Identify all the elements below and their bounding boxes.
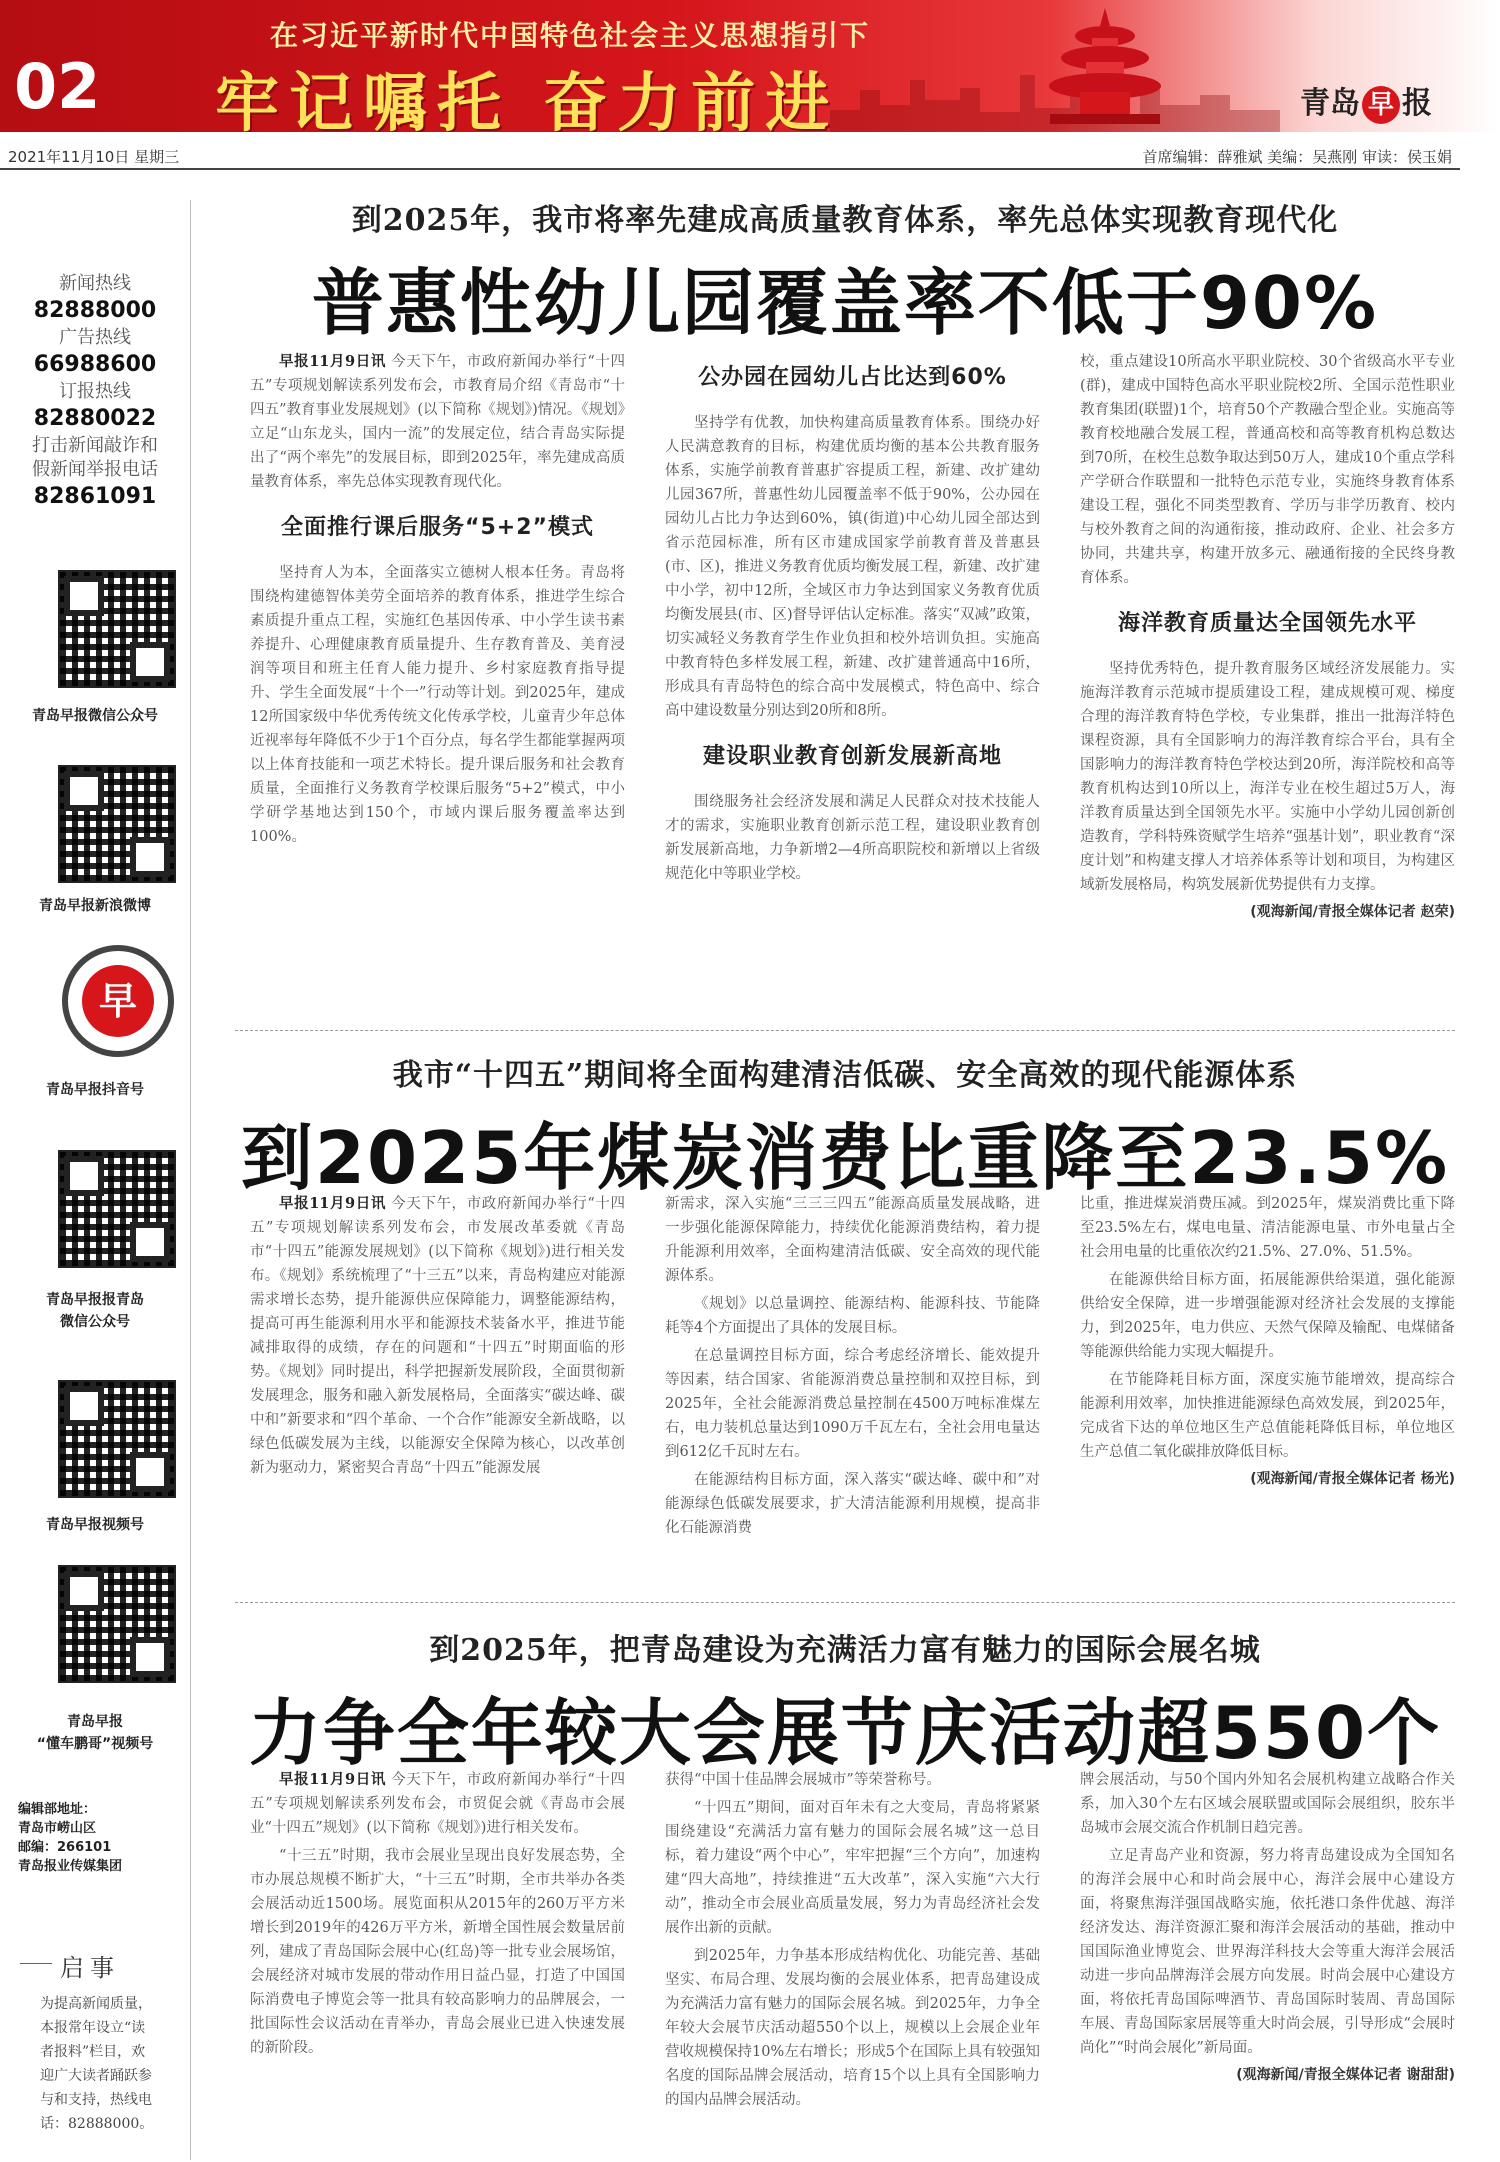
car-video-qr-code[interactable]	[58, 1565, 176, 1683]
section-divider	[235, 1030, 1455, 1031]
paragraph: 坚持学有优教，加快构建高质量教育体系。围绕办好人民满意教育的目标，构建优质均衡的基本公共教育服务体系，实施学前教育普惠扩容提质工程，新建、改扩建幼儿园367所，普惠性幼儿园覆盖率不低于90%，公办园在园幼儿占比力争达到60%，镇(街道)中心幼儿园全部达到省示范园标准，所有区市建成国家学前教育普及普惠县(市、区)，推进义务教育优质均衡发展工程，新建、改扩建中小学，初中12所，全域区市力争达到国家义务教育优质均衡发展县(市、区)督导评估认定标准。落实“双减”政策，切实减轻义务教育学生作业负担和校外培训负担。实施高中教育特色多样发展工程，新建、改扩建普通高中16所，形成具有青岛特色的综合高中发展模式，特色高中、综合高中建设数量分别达到20所和8所。	[665, 415, 1040, 719]
paragraph-text: 今天下午，市政府新闻办举行“十四五”专项规划解读系列发布会，市教育局介绍《青岛市“十四五”教育事业发展规划》(以下简称《规划》)情况。《规划》立足“山东龙头，国内一流”的发展定位，结合青岛实际提出了“两个率先”的发展目标，即到2025年，率先建成高质量教育体系，率先总体实现教育现代化。	[250, 354, 625, 490]
hotline-label: 订报热线	[59, 381, 131, 402]
byline: (观海新闻/青报全媒体记者 杨光)	[1250, 1471, 1455, 1487]
report-hotline-label-1: 打击新闻敲诈和	[32, 435, 158, 456]
article-energy	[235, 1050, 1455, 1204]
paragraph-text: 今天下午，市政府新闻办举行“十四五”专项规划解读系列发布会，市贸促会就《青岛市会展业“十四五”规划》(以下简称《规划》)进行相关发布。	[250, 1772, 625, 1836]
qr-caption-weibo: 青岛早报新浪微博	[39, 898, 151, 914]
hotline-number: 82880022	[33, 406, 157, 431]
wechat-qr-code[interactable]	[58, 570, 176, 688]
address-line: 邮编：266101	[18, 1840, 112, 1855]
hotline-item	[0, 272, 190, 326]
qr-caption-car: “懂车鹏哥”视频号	[36, 1736, 154, 1752]
article-column	[250, 1192, 625, 1572]
article-column	[250, 350, 625, 1000]
article-column	[1080, 1768, 1455, 2153]
paragraph: “十三五”时期，我市会展业呈现出良好发展态势，全市办展总规模不断扩大，“十三五”时期，全市共举办各类会展活动近1500场。展览面积从2015年的260万平方米增长到2019年的426万平方米，新增全国性展会数量居前列，建成了青岛国际会展中心(红岛)等一批专业会展场馆，会展经济对城市发展的带动作用日益凸显，打造了中国国际消费电子博览会等一批具有较高影响力的品牌展会，一批国际性会议活动在青举办，青岛会展业已进入快速发展的新阶段。	[250, 1848, 625, 2056]
paragraph: 坚持育人为本，全面落实立德树人根本任务。青岛将围绕构建德智体美劳全面培养的教育体系，推进学生综合素质提升重点工程，实施红色基因传承、中小学生读书素养提升、心理健康教育质量提升、生存教育普及、美育浸润等项目和班主任育人能力提升、乡村家庭教育指导提升、学生全面发展“十个一”行动等计划。到2025年，建成12所国家级中华优秀传统文化传承学校，儿童青少年总体近视率每年降低不少于1个百分点，每名学生都能掌握两项以上体育技能和一项艺术特长。提升课后服务和社会教育质量，全面推行义务教育学校课后服务“5+2”模式，中小学研学基地达到150个，市域内课后服务覆盖率达到100%。	[250, 565, 625, 845]
masthead-logo	[1300, 78, 1432, 124]
lead-date: 早报11月9日讯	[279, 1771, 386, 1788]
article-headline: 普惠性幼儿园覆盖率不低于90%	[311, 261, 1379, 345]
address-line: 青岛市崂山区	[18, 1821, 97, 1836]
paragraph: 校，重点建设10所高水平职业院校、30个省级高水平专业(群)，建成中国特色高水平职业院校2所、全国示范性职业教育集团(联盟)1个，培育50个产教融合型企业。实施高等教育校地融合发展工程，普通高校和高等教育机构总数达到70所，在校生总数争取达到50万人，建成10个重点学科产学研合作联盟和一批特色示范专业，实施终身教育体系建设工程，强化不同类型教育、学历与非学历教育、校内与校外教育之间的沟通衔接，推动政府、企业、社会多方协同，共建共享，构建开放多元、融通衔接的全民终身教育体系。	[1080, 354, 1455, 586]
qr-caption-wechat: 青岛早报微信公众号	[32, 708, 158, 724]
qr-caption-video: 青岛早报视频号	[46, 1517, 144, 1533]
article-columns	[250, 350, 1455, 1000]
article-kicker: 到2025年，我市将率先建成高质量教育体系，率先总体实现教育现代化	[351, 203, 1339, 238]
hotline-item	[0, 380, 190, 434]
subheading: 公办园在园幼儿占比达到60%	[698, 365, 1007, 390]
masthead-left: 青岛	[1300, 86, 1360, 121]
tower-icon	[1040, 8, 1170, 132]
article-exhibition	[235, 1625, 1455, 1779]
hotline-list	[0, 272, 190, 512]
hotline-label: 广告热线	[59, 327, 131, 348]
hotline-number: 66988600	[33, 352, 157, 377]
article-column	[665, 1192, 1040, 1572]
weibo-qr-code[interactable]	[58, 765, 176, 883]
page-number: 02	[14, 50, 101, 123]
article-column	[665, 1768, 1040, 2153]
paragraph: 在能源供给目标方面，拓展能源供给渠道，强化能源供给安全保障，进一步增强能源对经济社会发展的支撑能力，到2025年，电力供应、天然气保障及输配、电煤储备等能源供给能力实现大幅提升。	[1080, 1272, 1455, 1360]
paragraph: 在节能降耗目标方面，深度实施节能增效，提高综合能源利用效率，加快推进能源绿色高效发展，到2025年，完成省下达的单位地区生产总值能耗降低目标，单位地区生产总值二氧化碳排放降低目标。	[1080, 1372, 1455, 1460]
banner-topline: 在习近平新时代中国特色社会主义思想指引下	[270, 19, 871, 52]
subheading: 建设职业教育创新发展新高地	[702, 744, 1002, 769]
qr-caption-zaobao: 青岛早报	[67, 1714, 123, 1730]
douyin-badge-icon[interactable]	[62, 945, 174, 1057]
subheading: 海洋教育质量达全国领先水平	[1117, 611, 1417, 636]
paragraph: 比重，推进煤炭消费压减。到2025年，煤炭消费比重下降至23.5%左右，煤电电量、清洁能源电量、市外电量占全社会用电量的比重依次约21.5%、27.0%、51.5%。	[1080, 1196, 1455, 1260]
paragraph	[250, 1192, 625, 1480]
paragraph: 坚持优秀特色，提升教育服务区域经济发展能力。实施海洋教育示范城市提质建设工程，建成规模可观、梯度合理的海洋教育特色学校，专业集群，推出一批海洋特色课程资源，具有全国影响力的海洋教育综合平台，具有全国影响力的海洋教育特色学校达到20所，海洋院校和高等教育机构达到10所以上，海洋专业在校生超过5万人，海洋教育质量达到全国领先水平。实施中小学幼儿园创新创造教育，学科特殊资赋学生培养“强基计划”，职业教育“深度计划”和构建支撑人才培养体系等计划和项目，为构建区域新发展格局，构筑发展新优势提供有力支撑。	[1080, 661, 1455, 893]
byline: (观海新闻/青报全媒体记者 谢甜甜)	[1236, 2067, 1455, 2083]
masthead-right: 报	[1402, 86, 1432, 121]
paragraph	[250, 350, 625, 494]
article-education	[235, 195, 1455, 349]
paragraph-text: 今天下午，市政府新闻办举行“十四五”专项规划解读系列发布会，市发展改革委就《青岛市“十四五”能源发展规划》(以下简称《规划》)进行相关发布。《规划》系统梳理了“十三五”以来，青岛构建应对能源需求增长态势，提升能源供应保障能力，调整能源结构，提高可再生能源利用水平和能源技术装备水平，推进节能减排取得的成绩，存在的问题和“十四五”时期面临的形势。《规划》同时提出，科学把握新发展阶段，全面贯彻新发展理念，服务和融入新发展格局，全面落实“碳达峰、碳中和”新要求和“四个革命、一个合作”能源安全新战略，以绿色低碳发展为主线，以能源安全保障为核心，以改革创新为驱动力，紧密契合青岛“十四五”能源发展	[250, 1196, 625, 1476]
paragraph: 到2025年，力争基本形成结构优化、功能完善、基础坚实、布局合理、发展均衡的会展业体系，把青岛建设成为充满活力富有魅力的国际会展名城。到2025年，力争全年较大会展节庆活动超550个以上，规模以上会展企业年营收规模保持10%左右增长；形成5个在国际上具有较强知名度的国际品牌会展活动，培育15个以上具有全国影响力的国内品牌会展活动。	[665, 1948, 1040, 2108]
paragraph: 围绕服务社会经济发展和满足人民群众对技术技能人才的需求，实施职业教育创新示范工程，建设职业教育创新发展新高地，力争新增2—4所高职院校和新增以上省级规范化中等职业学校。	[665, 794, 1040, 882]
header-rule	[0, 168, 1460, 170]
article-column	[250, 1768, 625, 2153]
paragraph: 获得“中国十佳品牌会展城市”等荣誉称号。	[665, 1772, 941, 1788]
paragraph: 在能源结构目标方面，深入落实“碳达峰、碳中和”对能源绿色低碳发展要求，扩大清洁能源利用规模，提高非化石能源消费	[665, 1472, 1040, 1536]
address-line: 编辑部地址：	[18, 1802, 97, 1817]
section-divider	[235, 1602, 1455, 1603]
hotline-number: 82888000	[33, 298, 157, 323]
masthead-zao-icon: 早	[1362, 86, 1400, 124]
article-column	[665, 350, 1040, 1000]
notice-title: 启事	[60, 1948, 120, 1983]
paragraph: 在总量调控目标方面，综合考虑经济增长、能效提升等因素，结合国家、省能源消费总量控制和双控目标，到2025年，全社会能源消费总量控制在4500万吨标准煤左右，电力装机总量达到1090万千瓦左右，全社会用电量达到612亿千瓦时左右。	[665, 1348, 1040, 1460]
issue-date: 2021年11月10日 星期三	[8, 148, 180, 166]
notice-body: 为提高新闻质量，本报常年设立“读者报料”栏目，欢迎广大读者踊跃参与和支持，热线电话：82888000。	[40, 1996, 154, 2132]
banner-slogan: 牢记嘱托 奋力前进	[215, 67, 840, 132]
article-kicker: 我市“十四五”期间将全面构建清洁低碳、安全高效的现代能源体系	[392, 1058, 1298, 1093]
paragraph: 牌会展活动，与50个国内外知名会展机构建立战略合作关系，加入30个左右区域会展联盟或国际会展组织，胶东半岛城市会展交流合作机制日趋完善。	[1080, 1772, 1455, 1836]
article-columns	[250, 1768, 1455, 2153]
paragraph: 新需求，深入实施“三三三四五”能源高质量发展战略，进一步强化能源保障能力，持续优化能源消费结构，着力提升能源利用效率，全面构建清洁低碳、安全高效的现代能源体系。	[665, 1196, 1040, 1284]
hotline-item	[0, 326, 190, 380]
hotline-label: 新闻热线	[59, 273, 131, 294]
qr-caption-baoqingdao-1: 青岛早报报青岛	[46, 1292, 144, 1308]
article-column	[1080, 350, 1455, 1000]
editorial-address	[18, 1800, 122, 1876]
bao-qingdao-qr-code[interactable]	[58, 1150, 176, 1268]
article-kicker: 到2025年，把青岛建设为充满活力富有魅力的国际会展名城	[429, 1633, 1261, 1668]
qr-caption-baoqingdao-2: 微信公众号	[60, 1314, 130, 1330]
editor-credits: 首席编辑：薛雅斌 美编：吴燕刚 审读：侯玉娟	[1142, 148, 1452, 166]
report-hotline-label-2: 假新闻举报电话	[32, 459, 158, 480]
video-account-qr-code[interactable]	[58, 1380, 176, 1498]
article-headline: 力争全年较大会展节庆活动超550个	[248, 1691, 1442, 1775]
paragraph: “十四五”期间，面对百年未有之大变局，青岛将紧紧围绕建设“充满活力富有魅力的国际会展名城”这一总目标，着力建设“两个中心”，牢牢把握“三个方向”，加速构建“四大高地”，持续推进“五大改革”，深入实施“六大行动”，推动全市会展业高质量发展，努力为青岛经济社会发展作出新的贡献。	[665, 1800, 1040, 1936]
header-banner	[0, 0, 1500, 132]
paragraph	[250, 1768, 625, 1840]
byline: (观海新闻/青报全媒体记者 赵荣)	[1250, 904, 1455, 920]
paragraph: 立足青岛产业和资源，努力将青岛建设成为全国知名的海洋会展中心和时尚会展中心，海洋会展中心建设方面，将聚焦海洋强国战略实施，依托港口条件优越、海洋经济发达、海洋资源汇聚和海洋会展活动的基础，推动中国国际渔业博览会、世界海洋科技大会等重大海洋会展活动进一步向品牌海洋会展方向发展。时尚会展中心建设方面，将依托青岛国际啤酒节、青岛国际时装周、青岛国际车展、青岛国际家居展等重大时尚会展，引导形成“会展时尚化”“时尚会展化”新局面。	[1080, 1848, 1455, 2056]
lead-date: 早报11月9日讯	[279, 353, 386, 370]
lead-date: 早报11月9日讯	[279, 1195, 386, 1212]
report-hotline-number: 82861091	[33, 484, 157, 509]
article-column	[1080, 1192, 1455, 1572]
address-line: 青岛报业传媒集团	[18, 1859, 123, 1874]
article-columns	[250, 1192, 1455, 1572]
article-headline: 到2025年煤炭消费比重降至23.5%	[240, 1116, 1450, 1200]
paragraph: 《规划》以总量调控、能源结构、能源科技、节能降耗等4个方面提出了具体的发展目标。	[665, 1296, 1040, 1336]
badge-zao: 早	[82, 965, 154, 1037]
subheading: 全面推行课后服务“5+2”模式	[281, 515, 594, 540]
qr-caption-douyin: 青岛早报抖音号	[46, 1082, 144, 1098]
